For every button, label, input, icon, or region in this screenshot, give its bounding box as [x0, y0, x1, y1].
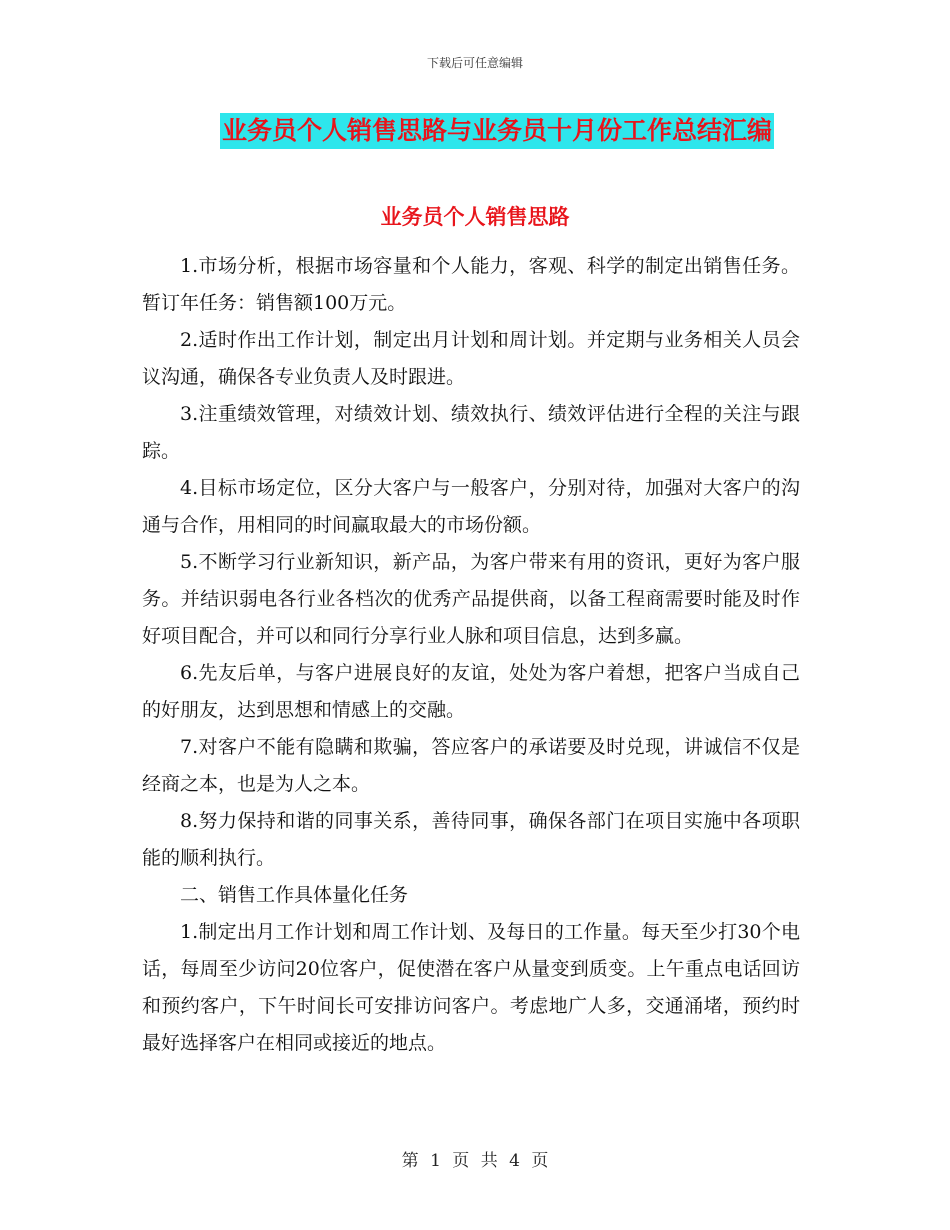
subsection-heading: 二、销售工作具体量化任务 [180, 884, 409, 906]
section-title: 业务员个人销售思路 [380, 205, 570, 229]
paragraph-6: 6.先友后单，与客户进展良好的友谊，处处为客户着想，把客户当成自己的好朋友，达到思想和情感上的交融。 [142, 662, 800, 721]
paragraph-7: 7.对客户不能有隐瞒和欺骗，答应客户的承诺要及时兑现，讲诚信不仅是经商之本，也是为人之本。 [142, 736, 800, 795]
body-text [142, 248, 800, 1062]
paragraph-5: 5.不断学习行业新知识，新产品，为客户带来有用的资讯，更好为客户服务。并结识弱电各行业各档次的优秀产品提供商，以备工程商需要时能及时作好项目配合，并可以和同行分享行业人脉和项目信息，达到多赢。 [142, 551, 800, 647]
paragraph-2: 2.适时作出工作计划，制定出月计划和周计划。并定期与业务相关人员会议沟通，确保各专业负责人及时跟进。 [142, 329, 800, 388]
page-header: 下载后可任意编辑 [426, 56, 523, 70]
paragraph-4: 4.目标市场定位，区分大客户与一般客户，分别对待，加强对大客户的沟通与合作，用相同的时间赢取最大的市场份额。 [142, 477, 800, 536]
main-title: 业务员个人销售思路与业务员十月份工作总结汇编 [220, 113, 774, 149]
paragraph-8: 8.努力保持和谐的同事关系，善待同事，确保各部门在项目实施中各项职能的顺利执行。 [142, 810, 800, 869]
page-number: 第 1 页 共 4 页 [401, 1151, 549, 1171]
paragraph-3: 3.注重绩效管理，对绩效计划、绩效执行、绩效评估进行全程的关注与跟踪。 [142, 403, 800, 462]
main-title-container [0, 113, 950, 149]
paragraph-9: 1.制定出月工作计划和周工作计划、及每日的工作量。每天至少打30个电话，每周至少访问20位客户，促使潜在客户从量变到质变。上午重点电话回访和预约客户，下午时间长可安排访问客户。考虑地广人多，交通涌堵，预约时最好选择客户在相同或接近的地点。 [142, 921, 800, 1054]
paragraph-1: 1.市场分析，根据市场容量和个人能力，客观、科学的制定出销售任务。暂订年任务：销售额100万元。 [142, 255, 800, 314]
